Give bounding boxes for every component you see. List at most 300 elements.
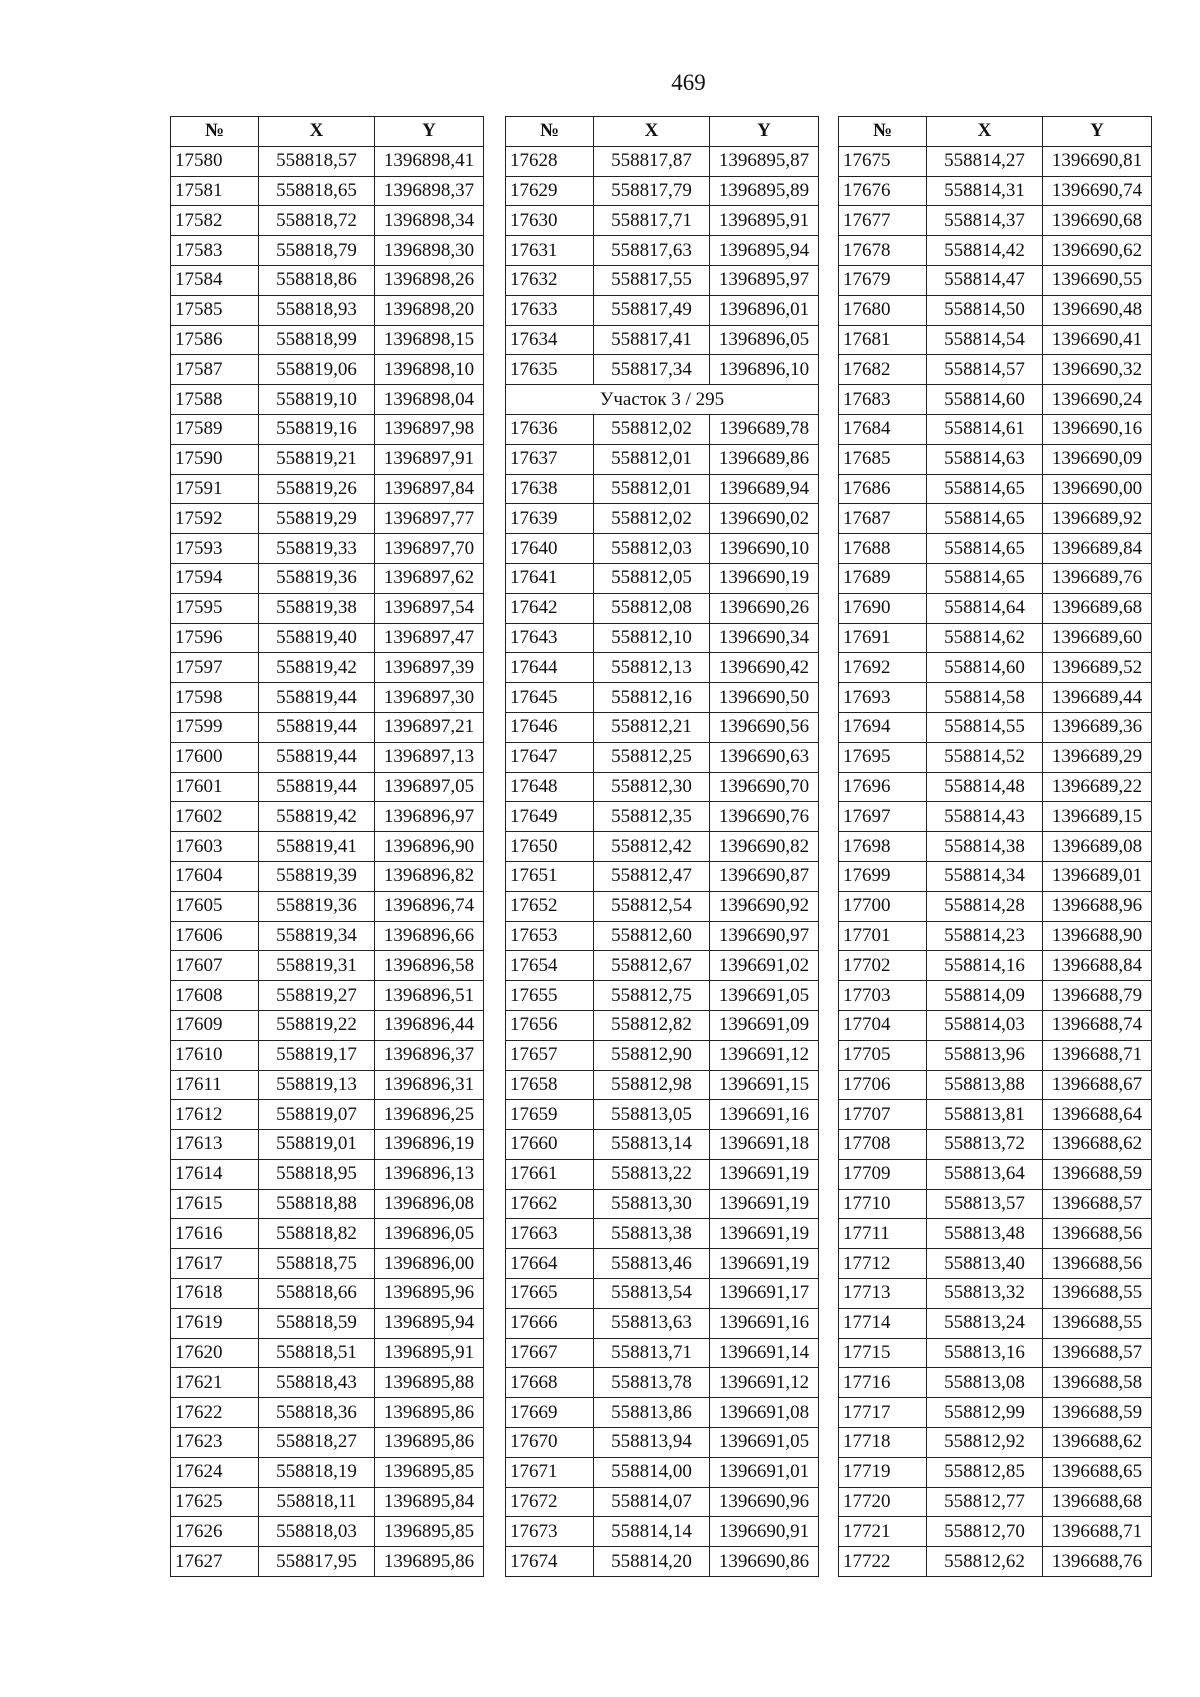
y-coordinate-cell: 1396896,05	[375, 1219, 484, 1249]
table-row	[171, 683, 484, 713]
point-number-cell: 17592	[171, 504, 259, 534]
table-row	[506, 504, 819, 534]
point-number-cell: 17660	[506, 1130, 594, 1160]
point-number-cell: 17679	[839, 265, 927, 295]
x-coordinate-cell: 558814,43	[927, 802, 1043, 832]
y-coordinate-cell: 1396688,79	[1043, 981, 1152, 1011]
table-row	[171, 1547, 484, 1577]
y-coordinate-cell: 1396896,74	[375, 891, 484, 921]
point-number-cell: 17721	[839, 1517, 927, 1547]
y-coordinate-cell: 1396898,30	[375, 236, 484, 266]
table-header-row	[506, 117, 819, 147]
point-number-cell: 17699	[839, 861, 927, 891]
point-number-cell: 17583	[171, 236, 259, 266]
table-row	[171, 1219, 484, 1249]
x-coordinate-cell: 558814,65	[927, 563, 1043, 593]
point-number-cell: 17658	[506, 1070, 594, 1100]
x-coordinate-cell: 558813,54	[594, 1279, 710, 1309]
point-number-cell: 17674	[506, 1547, 594, 1577]
y-coordinate-cell: 1396896,19	[375, 1130, 484, 1160]
y-coordinate-cell: 1396688,59	[1043, 1398, 1152, 1428]
y-coordinate-cell: 1396897,39	[375, 653, 484, 683]
point-number-cell: 17695	[839, 742, 927, 772]
y-coordinate-cell: 1396691,17	[710, 1279, 819, 1309]
x-coordinate-cell: 558813,22	[594, 1159, 710, 1189]
point-number-cell: 17667	[506, 1338, 594, 1368]
table-row	[506, 951, 819, 981]
y-coordinate-cell: 1396691,05	[710, 1428, 819, 1458]
x-coordinate-cell: 558814,20	[594, 1547, 710, 1577]
table-row	[171, 1159, 484, 1189]
point-number-cell: 17716	[839, 1368, 927, 1398]
x-coordinate-cell: 558812,10	[594, 623, 710, 653]
table-row	[171, 355, 484, 385]
y-coordinate-cell: 1396898,34	[375, 206, 484, 236]
point-number-cell: 17635	[506, 355, 594, 385]
point-number-cell: 17580	[171, 146, 259, 176]
x-coordinate-cell: 558819,40	[259, 623, 375, 653]
x-coordinate-cell: 558818,95	[259, 1159, 375, 1189]
point-number-cell: 17661	[506, 1159, 594, 1189]
table-row	[839, 593, 1152, 623]
table-row	[839, 861, 1152, 891]
point-number-cell: 17647	[506, 742, 594, 772]
y-coordinate-cell: 1396895,91	[710, 206, 819, 236]
table-row	[171, 1070, 484, 1100]
x-coordinate-cell: 558814,64	[927, 593, 1043, 623]
point-number-cell: 17709	[839, 1159, 927, 1189]
y-coordinate-cell: 1396897,70	[375, 534, 484, 564]
point-number-cell: 17617	[171, 1249, 259, 1279]
table-row	[171, 951, 484, 981]
y-coordinate-cell: 1396689,68	[1043, 593, 1152, 623]
x-coordinate-cell: 558819,10	[259, 385, 375, 415]
section-title: Участок 3 / 295	[506, 385, 819, 415]
table-row	[171, 1040, 484, 1070]
x-coordinate-cell: 558813,24	[927, 1308, 1043, 1338]
table-row	[171, 1428, 484, 1458]
y-coordinate-cell: 1396896,82	[375, 861, 484, 891]
y-coordinate-cell: 1396691,16	[710, 1308, 819, 1338]
y-coordinate-cell: 1396897,05	[375, 772, 484, 802]
y-coordinate-cell: 1396690,62	[1043, 236, 1152, 266]
x-coordinate-cell: 558813,63	[594, 1308, 710, 1338]
x-coordinate-cell: 558812,02	[594, 504, 710, 534]
point-number-cell: 17702	[839, 951, 927, 981]
x-coordinate-cell: 558813,46	[594, 1249, 710, 1279]
point-number-cell: 17706	[839, 1070, 927, 1100]
point-number-cell: 17604	[171, 861, 259, 891]
x-coordinate-cell: 558813,48	[927, 1219, 1043, 1249]
point-number-cell: 17597	[171, 653, 259, 683]
y-coordinate-cell: 1396688,55	[1043, 1279, 1152, 1309]
x-coordinate-cell: 558813,30	[594, 1189, 710, 1219]
y-coordinate-cell: 1396690,56	[710, 712, 819, 742]
y-coordinate-cell: 1396691,08	[710, 1398, 819, 1428]
y-coordinate-cell: 1396688,59	[1043, 1159, 1152, 1189]
table-row	[506, 206, 819, 236]
y-coordinate-cell: 1396897,30	[375, 683, 484, 713]
point-number-cell: 17632	[506, 265, 594, 295]
y-coordinate-cell: 1396690,63	[710, 742, 819, 772]
point-number-cell: 17627	[171, 1547, 259, 1577]
table-row	[506, 1159, 819, 1189]
x-coordinate-cell: 558819,22	[259, 1010, 375, 1040]
y-coordinate-cell: 1396689,08	[1043, 832, 1152, 862]
point-number-cell: 17688	[839, 534, 927, 564]
point-number-cell: 17676	[839, 176, 927, 206]
x-coordinate-cell: 558818,72	[259, 206, 375, 236]
x-coordinate-cell: 558819,42	[259, 802, 375, 832]
table-row	[839, 742, 1152, 772]
table-row	[839, 981, 1152, 1011]
point-number-cell: 17650	[506, 832, 594, 862]
table-row	[839, 1368, 1152, 1398]
point-number-cell: 17601	[171, 772, 259, 802]
x-coordinate-cell: 558814,55	[927, 712, 1043, 742]
table-row	[839, 1487, 1152, 1517]
point-number-cell: 17664	[506, 1249, 594, 1279]
table-row	[171, 802, 484, 832]
table-row	[839, 325, 1152, 355]
table-row	[839, 295, 1152, 325]
x-coordinate-cell: 558812,85	[927, 1457, 1043, 1487]
x-coordinate-cell: 558814,38	[927, 832, 1043, 862]
x-coordinate-cell: 558814,37	[927, 206, 1043, 236]
table-row	[506, 1457, 819, 1487]
point-number-cell: 17613	[171, 1130, 259, 1160]
y-coordinate-cell: 1396898,37	[375, 176, 484, 206]
y-coordinate-cell: 1396690,87	[710, 861, 819, 891]
y-coordinate-cell: 1396895,91	[375, 1338, 484, 1368]
point-number-cell: 17589	[171, 414, 259, 444]
x-coordinate-cell: 558819,17	[259, 1040, 375, 1070]
table-row	[171, 1338, 484, 1368]
point-number-cell: 17712	[839, 1249, 927, 1279]
point-number-cell: 17637	[506, 444, 594, 474]
point-number-cell: 17669	[506, 1398, 594, 1428]
x-coordinate-cell: 558812,98	[594, 1070, 710, 1100]
y-coordinate-cell: 1396688,55	[1043, 1308, 1152, 1338]
x-coordinate-cell: 558817,71	[594, 206, 710, 236]
coordinates-table-1	[170, 116, 484, 1577]
point-number-cell: 17598	[171, 683, 259, 713]
x-coordinate-cell: 558819,44	[259, 772, 375, 802]
table-row	[506, 1487, 819, 1517]
point-number-cell: 17624	[171, 1457, 259, 1487]
point-number-cell: 17715	[839, 1338, 927, 1368]
point-number-cell: 17596	[171, 623, 259, 653]
point-number-cell: 17645	[506, 683, 594, 713]
y-coordinate-cell: 1396896,25	[375, 1100, 484, 1130]
point-number-cell: 17673	[506, 1517, 594, 1547]
table-row	[506, 534, 819, 564]
y-coordinate-cell: 1396896,66	[375, 921, 484, 951]
point-number-cell: 17594	[171, 563, 259, 593]
table-row	[839, 1249, 1152, 1279]
y-coordinate-cell: 1396688,84	[1043, 951, 1152, 981]
table-row	[839, 534, 1152, 564]
table-row	[171, 295, 484, 325]
point-number-cell: 17603	[171, 832, 259, 862]
table-row	[171, 1368, 484, 1398]
table-row	[506, 593, 819, 623]
table-row	[171, 1457, 484, 1487]
table-row	[171, 1010, 484, 1040]
y-coordinate-cell: 1396688,58	[1043, 1368, 1152, 1398]
x-coordinate-cell: 558813,81	[927, 1100, 1043, 1130]
y-coordinate-cell: 1396895,84	[375, 1487, 484, 1517]
x-coordinate-cell: 558818,88	[259, 1189, 375, 1219]
y-coordinate-cell: 1396898,20	[375, 295, 484, 325]
point-number-cell: 17704	[839, 1010, 927, 1040]
point-number-cell: 17693	[839, 683, 927, 713]
table-header-row	[171, 117, 484, 147]
y-coordinate-cell: 1396898,15	[375, 325, 484, 355]
x-coordinate-cell: 558814,62	[927, 623, 1043, 653]
x-coordinate-cell: 558819,36	[259, 891, 375, 921]
table-row	[839, 444, 1152, 474]
point-number-cell: 17694	[839, 712, 927, 742]
point-number-cell: 17595	[171, 593, 259, 623]
table-row	[839, 236, 1152, 266]
x-coordinate-cell: 558813,08	[927, 1368, 1043, 1398]
y-coordinate-cell: 1396691,12	[710, 1040, 819, 1070]
point-number-cell: 17654	[506, 951, 594, 981]
y-coordinate-cell: 1396896,58	[375, 951, 484, 981]
point-number-cell: 17622	[171, 1398, 259, 1428]
point-number-cell: 17633	[506, 295, 594, 325]
x-coordinate-cell: 558813,64	[927, 1159, 1043, 1189]
x-coordinate-cell: 558813,38	[594, 1219, 710, 1249]
y-coordinate-cell: 1396688,62	[1043, 1130, 1152, 1160]
x-coordinate-cell: 558818,43	[259, 1368, 375, 1398]
point-number-cell: 17714	[839, 1308, 927, 1338]
y-coordinate-cell: 1396690,96	[710, 1487, 819, 1517]
x-coordinate-cell: 558813,86	[594, 1398, 710, 1428]
x-coordinate-cell: 558812,60	[594, 921, 710, 951]
y-coordinate-cell: 1396896,31	[375, 1070, 484, 1100]
x-coordinate-cell: 558819,33	[259, 534, 375, 564]
y-coordinate-cell: 1396690,74	[1043, 176, 1152, 206]
x-coordinate-cell: 558814,65	[927, 474, 1043, 504]
x-coordinate-cell: 558814,57	[927, 355, 1043, 385]
x-coordinate-cell: 558813,40	[927, 1249, 1043, 1279]
x-coordinate-cell: 558817,63	[594, 236, 710, 266]
y-coordinate-cell: 1396896,37	[375, 1040, 484, 1070]
point-number-cell: 17581	[171, 176, 259, 206]
table-row	[171, 265, 484, 295]
table-row	[171, 921, 484, 951]
y-coordinate-cell: 1396690,92	[710, 891, 819, 921]
table-row	[839, 1130, 1152, 1160]
y-coordinate-cell: 1396689,52	[1043, 653, 1152, 683]
table-row	[506, 1130, 819, 1160]
x-coordinate-cell: 558813,78	[594, 1368, 710, 1398]
x-coordinate-cell: 558818,79	[259, 236, 375, 266]
table-row	[171, 1189, 484, 1219]
y-coordinate-cell: 1396688,64	[1043, 1100, 1152, 1130]
y-coordinate-cell: 1396688,56	[1043, 1249, 1152, 1279]
table-row	[506, 1547, 819, 1577]
y-coordinate-cell: 1396898,41	[375, 146, 484, 176]
point-number-cell: 17586	[171, 325, 259, 355]
table-row	[839, 1010, 1152, 1040]
x-coordinate-cell: 558818,57	[259, 146, 375, 176]
point-number-cell: 17605	[171, 891, 259, 921]
point-number-cell: 17623	[171, 1428, 259, 1458]
y-coordinate-cell: 1396688,96	[1043, 891, 1152, 921]
point-number-cell: 17683	[839, 385, 927, 415]
y-coordinate-cell: 1396691,19	[710, 1249, 819, 1279]
y-coordinate-cell: 1396897,91	[375, 444, 484, 474]
table-row	[506, 653, 819, 683]
x-coordinate-cell: 558812,13	[594, 653, 710, 683]
y-coordinate-cell: 1396690,91	[710, 1517, 819, 1547]
table-row	[506, 1070, 819, 1100]
y-coordinate-cell: 1396691,18	[710, 1130, 819, 1160]
point-number-cell: 17588	[171, 385, 259, 415]
table-row	[171, 1308, 484, 1338]
x-coordinate-cell: 558812,92	[927, 1428, 1043, 1458]
x-coordinate-cell: 558814,60	[927, 385, 1043, 415]
coordinates-table-3	[838, 116, 1152, 1577]
x-coordinate-cell: 558819,44	[259, 742, 375, 772]
table-row	[171, 176, 484, 206]
point-number-cell: 17582	[171, 206, 259, 236]
table-row	[839, 772, 1152, 802]
point-number-cell: 17719	[839, 1457, 927, 1487]
table-row	[839, 474, 1152, 504]
table-row	[506, 474, 819, 504]
point-number-cell: 17638	[506, 474, 594, 504]
y-coordinate-cell: 1396895,96	[375, 1279, 484, 1309]
point-number-cell: 17666	[506, 1308, 594, 1338]
table-row	[506, 1428, 819, 1458]
x-coordinate-cell: 558817,49	[594, 295, 710, 325]
table-row	[839, 891, 1152, 921]
x-coordinate-cell: 558814,48	[927, 772, 1043, 802]
table-row	[839, 1547, 1152, 1577]
point-number-cell: 17602	[171, 802, 259, 832]
y-coordinate-cell: 1396688,76	[1043, 1547, 1152, 1577]
table-row	[171, 563, 484, 593]
table-row	[839, 146, 1152, 176]
table-row	[506, 1219, 819, 1249]
point-number-cell: 17681	[839, 325, 927, 355]
point-number-cell: 17711	[839, 1219, 927, 1249]
table-row	[171, 1398, 484, 1428]
x-coordinate-cell: 558817,95	[259, 1547, 375, 1577]
y-coordinate-cell: 1396689,94	[710, 474, 819, 504]
y-coordinate-cell: 1396895,87	[710, 146, 819, 176]
x-coordinate-cell: 558819,26	[259, 474, 375, 504]
point-number-cell: 17609	[171, 1010, 259, 1040]
y-coordinate-cell: 1396688,57	[1043, 1189, 1152, 1219]
x-coordinate-cell: 558819,36	[259, 563, 375, 593]
y-coordinate-cell: 1396895,86	[375, 1398, 484, 1428]
x-coordinate-cell: 558812,05	[594, 563, 710, 593]
table-row	[506, 802, 819, 832]
x-coordinate-cell: 558818,82	[259, 1219, 375, 1249]
point-number-cell: 17620	[171, 1338, 259, 1368]
header-x: X	[259, 117, 375, 147]
table-row	[171, 712, 484, 742]
table-row	[506, 981, 819, 1011]
point-number-cell: 17643	[506, 623, 594, 653]
x-coordinate-cell: 558812,70	[927, 1517, 1043, 1547]
x-coordinate-cell: 558819,06	[259, 355, 375, 385]
x-coordinate-cell: 558819,01	[259, 1130, 375, 1160]
x-coordinate-cell: 558814,07	[594, 1487, 710, 1517]
table-row	[839, 563, 1152, 593]
y-coordinate-cell: 1396691,02	[710, 951, 819, 981]
table-row	[506, 295, 819, 325]
x-coordinate-cell: 558819,29	[259, 504, 375, 534]
y-coordinate-cell: 1396896,01	[710, 295, 819, 325]
table-row	[171, 236, 484, 266]
table-header-row	[839, 117, 1152, 147]
table-row	[506, 1338, 819, 1368]
y-coordinate-cell: 1396690,70	[710, 772, 819, 802]
table-row	[171, 832, 484, 862]
x-coordinate-cell: 558817,34	[594, 355, 710, 385]
y-coordinate-cell: 1396896,13	[375, 1159, 484, 1189]
y-coordinate-cell: 1396895,85	[375, 1517, 484, 1547]
x-coordinate-cell: 558819,31	[259, 951, 375, 981]
table-row	[506, 1398, 819, 1428]
point-number-cell: 17628	[506, 146, 594, 176]
x-coordinate-cell: 558813,57	[927, 1189, 1043, 1219]
point-number-cell: 17652	[506, 891, 594, 921]
point-number-cell: 17655	[506, 981, 594, 1011]
point-number-cell: 17653	[506, 921, 594, 951]
y-coordinate-cell: 1396689,92	[1043, 504, 1152, 534]
point-number-cell: 17685	[839, 444, 927, 474]
table-row	[839, 653, 1152, 683]
point-number-cell: 17585	[171, 295, 259, 325]
point-number-cell: 17614	[171, 1159, 259, 1189]
point-number-cell: 17680	[839, 295, 927, 325]
y-coordinate-cell: 1396690,97	[710, 921, 819, 951]
table-row	[506, 1100, 819, 1130]
x-coordinate-cell: 558812,99	[927, 1398, 1043, 1428]
x-coordinate-cell: 558814,14	[594, 1517, 710, 1547]
point-number-cell: 17717	[839, 1398, 927, 1428]
x-coordinate-cell: 558817,55	[594, 265, 710, 295]
point-number-cell: 17697	[839, 802, 927, 832]
x-coordinate-cell: 558814,31	[927, 176, 1043, 206]
table-row	[839, 683, 1152, 713]
point-number-cell: 17696	[839, 772, 927, 802]
x-coordinate-cell: 558819,27	[259, 981, 375, 1011]
y-coordinate-cell: 1396688,57	[1043, 1338, 1152, 1368]
header-y: Y	[710, 117, 819, 147]
table-row	[506, 146, 819, 176]
x-coordinate-cell: 558814,61	[927, 414, 1043, 444]
table-row	[839, 385, 1152, 415]
point-number-cell: 17621	[171, 1368, 259, 1398]
y-coordinate-cell: 1396895,86	[375, 1428, 484, 1458]
point-number-cell: 17682	[839, 355, 927, 385]
table-row	[839, 265, 1152, 295]
table-row	[506, 861, 819, 891]
x-coordinate-cell: 558814,03	[927, 1010, 1043, 1040]
y-coordinate-cell: 1396690,55	[1043, 265, 1152, 295]
table-row	[506, 355, 819, 385]
point-number-cell: 17618	[171, 1279, 259, 1309]
point-number-cell: 17718	[839, 1428, 927, 1458]
